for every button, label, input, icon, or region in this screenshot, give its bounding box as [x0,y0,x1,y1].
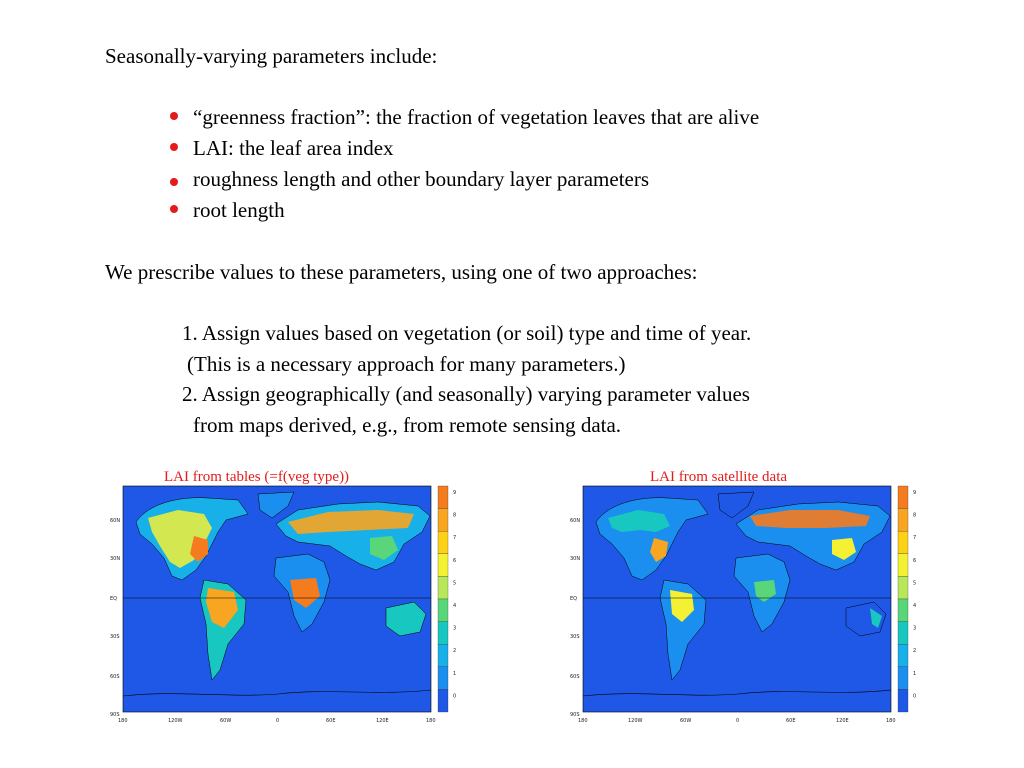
bullet-dot [170,205,178,213]
colorbar-label: 5 [913,580,917,587]
colorbar-swatch [438,689,448,712]
lat-label: 90S [110,712,120,718]
colorbar-swatch [438,622,448,645]
colorbar-swatch [898,509,908,532]
colorbar-label: 2 [913,648,917,655]
approach-2-line1: 2. Assign geographically (and seasonally) varying parameter values [182,382,750,406]
colorbar [898,486,916,712]
colorbar-swatch [898,667,908,690]
lon-label: 60W [680,718,692,724]
colorbar-swatch [898,531,908,554]
colorbar-swatch [898,486,908,509]
bullet-item: root length [193,198,285,222]
lon-label: 120E [836,718,849,724]
lon-label: 60W [220,718,232,724]
lon-label: 120W [628,718,643,724]
lon-label: 60E [786,718,796,724]
colorbar-swatch [898,554,908,577]
colorbar-swatch [438,599,448,622]
lat-label: 60S [570,674,580,680]
lon-label: 180 [578,718,588,724]
lon-label: 60E [326,718,336,724]
lon-label: 0 [276,718,280,724]
lat-label: 30S [570,634,580,640]
lat-label: 30N [110,556,121,562]
colorbar-label: 8 [913,512,917,519]
lat-axis-labels [570,518,580,718]
colorbar-swatch [438,576,448,599]
colorbar-label: 3 [913,625,917,632]
colorbar-label: 7 [913,535,917,542]
lon-label: 120E [376,718,389,724]
colorbar-label: 7 [453,535,457,542]
colorbar-swatch [438,554,448,577]
intro-text: Seasonally-varying parameters include: [105,44,438,68]
colorbar-label: 1 [453,670,457,677]
colorbar-label: 9 [453,490,457,496]
map-caption-tables: LAI from tables (=f(veg type)) [164,469,350,485]
bullet-item: roughness length and other boundary layer parameters [193,167,650,191]
colorbar-swatch [438,509,448,532]
lat-label: 30S [110,634,120,640]
bullet-dot [170,112,178,120]
colorbar-swatch [898,689,908,712]
lon-axis-labels [118,718,436,724]
colorbar-label: 1 [913,670,917,677]
lon-label: 180 [118,718,128,724]
lat-label: 90S [570,712,580,718]
colorbar-swatch [898,599,908,622]
colorbar-label: 0 [453,693,457,700]
lon-axis-labels [578,718,896,724]
colorbar-label: 4 [913,603,917,609]
colorbar-swatch [438,667,448,690]
colorbar-label: 4 [453,603,457,609]
colorbar-swatch [898,644,908,667]
lat-label: EQ [570,596,578,602]
colorbar-swatch [438,486,448,509]
lon-label: 120W [168,718,183,724]
colorbar-label: 0 [913,693,917,700]
colorbar-label: 3 [453,625,457,632]
lat-label: 60S [110,674,120,680]
approach-1-line1: 1. Assign values based on vegetation (or soil) type and time of year. [182,321,752,345]
bullet-item: “greenness fraction”: the fraction of vegetation leaves that are alive [193,105,760,129]
bullet-dot [170,178,178,186]
lon-label: 0 [736,718,740,724]
colorbar-label: 6 [453,557,457,564]
lat-label: 60N [110,518,121,524]
lat-label: EQ [110,596,118,602]
approach-intro: We prescribe values to these parameters, using one of two approaches: [105,260,698,284]
colorbar-label: 9 [913,490,917,496]
colorbar-label: 2 [453,648,457,655]
colorbar-label: 5 [453,580,457,587]
lat-axis-labels [110,518,120,718]
map-caption-satellite: LAI from satellite data [650,469,788,485]
lon-label: 180 [886,718,896,724]
lat-label: 60N [570,518,581,524]
lai-map-satellite [570,484,930,724]
colorbar-label: 8 [453,512,457,519]
colorbar-swatch [438,644,448,667]
approach-2-line2: from maps derived, e.g., from remote sensing data. [193,413,622,437]
colorbar-swatch [898,622,908,645]
colorbar-swatch [898,576,908,599]
colorbar-label: 6 [913,557,917,564]
bullet-dot [170,143,178,151]
lai-map-tables [108,484,468,724]
colorbar-swatch [438,531,448,554]
lon-label: 180 [426,718,436,724]
bullet-item: LAI: the leaf area index [193,136,394,160]
approach-1-line2: (This is a necessary approach for many parameters.) [187,352,626,376]
colorbar [438,486,456,712]
lat-label: 30N [570,556,581,562]
